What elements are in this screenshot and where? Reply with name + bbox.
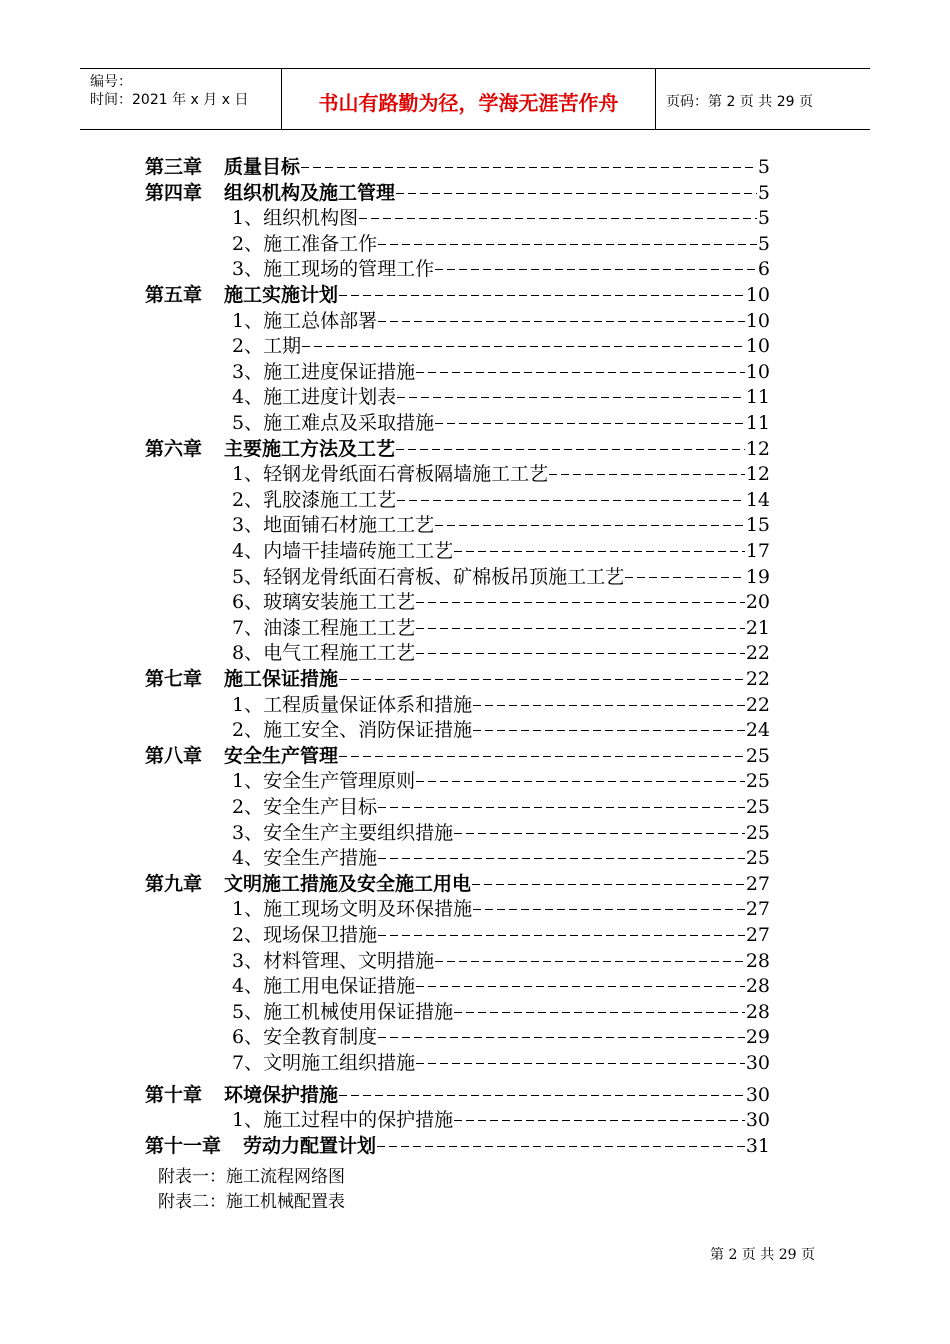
toc-page-number: 6	[757, 258, 770, 281]
toc-page-number: 30	[745, 1052, 770, 1074]
toc-section-entry	[232, 564, 770, 590]
page-header	[80, 68, 870, 130]
toc-entry-title: 6、玻璃安装施工工艺	[232, 591, 416, 614]
toc-section-entry	[232, 538, 770, 564]
toc-page-number: 20	[745, 591, 770, 614]
toc-entry-title: 2、施工安全、消防保证措施	[232, 719, 473, 742]
toc-leader-line	[339, 288, 745, 302]
toc-chapter-entry	[145, 180, 770, 206]
toc-chapter-number: 第九章	[145, 872, 203, 895]
toc-section-entry	[232, 461, 770, 487]
toc-leader-line	[396, 186, 757, 200]
toc-leader-line	[339, 672, 745, 686]
toc-section-entry	[232, 410, 770, 436]
toc-leader-line	[359, 211, 757, 225]
toc-chapter-number: 第四章	[145, 181, 203, 204]
toc-entry-title: 5、施工难点及采取措施	[232, 412, 435, 434]
toc-page-number: 22	[745, 642, 770, 665]
toc-chapter-entry	[145, 743, 770, 769]
toc-page-number: 28	[745, 1000, 770, 1023]
toc-section-entry	[232, 640, 770, 666]
toc-entry-title: 3、地面铺石材施工工艺	[232, 514, 435, 537]
toc-chapter-number: 第七章	[145, 668, 203, 690]
toc-section-entry	[232, 589, 770, 615]
toc-section-entry	[232, 973, 770, 999]
toc-chapter-number: 第十一章	[145, 1134, 222, 1157]
toc-entry-title: 8、电气工程施工工艺	[232, 642, 416, 665]
toc-leader-line	[396, 442, 745, 456]
toc-page-number: 24	[745, 719, 770, 742]
toc-leader-line	[378, 928, 745, 942]
toc-page-number: 31	[745, 1134, 770, 1157]
header-page-number: 页码：第 2 页 共 29 页	[666, 94, 813, 110]
toc-page-number: 27	[745, 898, 770, 921]
toc-section-entry	[232, 384, 770, 410]
toc-entry-title: 7、文明施工组织措施	[232, 1052, 416, 1074]
toc-entry-title: 4、内墙干挂墙砖施工工艺	[232, 540, 454, 562]
toc-leader-line	[435, 262, 757, 276]
toc-chapter-number: 第五章	[145, 284, 203, 306]
toc-page-number: 5	[757, 207, 770, 230]
toc-chapter-entry	[145, 154, 770, 180]
toc-leader-line	[339, 749, 745, 763]
header-meta	[80, 69, 282, 129]
toc-chapter-number: 第六章	[145, 437, 203, 460]
toc-section-entry	[232, 1050, 770, 1076]
toc-page-number: 25	[745, 847, 770, 870]
toc-entry-title: 环境保护措施	[224, 1083, 339, 1106]
toc-leader-line	[435, 518, 745, 532]
toc-leader-line	[472, 877, 745, 891]
toc-entry-title: 5、施工机械使用保证措施	[232, 1000, 454, 1023]
toc-page-number: 5	[757, 156, 770, 178]
toc-chapter-number: 第八章	[145, 744, 203, 767]
toc-leader-line	[416, 621, 745, 635]
toc-leader-line	[473, 902, 745, 916]
toc-page-number: 22	[745, 693, 770, 716]
toc-page-number: 12	[745, 437, 770, 460]
toc-section-entry	[232, 205, 770, 231]
toc-entry-title: 1、施工现场文明及环保措施	[232, 898, 473, 921]
toc-leader-line	[416, 365, 745, 379]
toc-page-number: 28	[745, 949, 770, 972]
toc-page-number: 30	[745, 1109, 770, 1132]
toc-entry-title: 1、安全生产管理原则	[232, 770, 416, 793]
toc-entry-title: 2、工期	[232, 335, 302, 358]
toc-page-number: 19	[745, 565, 770, 588]
toc-entry-title: 2、现场保卫措施	[232, 924, 378, 946]
toc-entry-title: 6、安全教育制度	[232, 1026, 378, 1049]
toc-entry-title: 1、工程质量保证体系和措施	[232, 693, 473, 716]
toc-section-entry	[232, 768, 770, 794]
toc-leader-line	[416, 1056, 745, 1070]
toc-section-entry	[232, 820, 770, 846]
toc-entry-title: 劳动力配置计划	[243, 1134, 377, 1157]
header-motto: 书山有路勤为径，学海无涯苦作舟	[282, 69, 656, 129]
toc-section-entry	[232, 256, 770, 282]
toc-chapter-entry	[145, 436, 770, 462]
toc-section-entry	[232, 922, 770, 948]
appendix-item: 附表一：施工流程网络图	[158, 1167, 345, 1187]
toc-section-entry	[232, 359, 770, 385]
toc-page-number: 21	[745, 616, 770, 639]
toc-leader-line	[473, 723, 745, 737]
toc-entry-title: 3、施工进度保证措施	[232, 360, 416, 383]
toc-section-entry	[232, 487, 770, 513]
toc-entry-title: 1、施工过程中的保护措施	[232, 1109, 454, 1132]
toc-leader-line	[378, 237, 757, 251]
toc-page-number: 27	[745, 924, 770, 946]
toc-leader-line	[416, 979, 745, 993]
toc-entry-title: 1、施工总体部署	[232, 309, 378, 332]
toc-page-number: 25	[745, 744, 770, 767]
toc-entry-title: 7、油漆工程施工工艺	[232, 616, 416, 639]
toc-leader-line	[454, 826, 745, 840]
toc-leader-line	[454, 544, 745, 558]
toc-page-number: 11	[745, 386, 770, 409]
toc-leader-line	[435, 954, 745, 968]
toc-leader-line	[397, 493, 745, 507]
toc-leader-line	[454, 1005, 745, 1019]
toc-leader-line	[435, 416, 745, 430]
toc-section-entry	[232, 308, 770, 334]
appendix-item: 附表二：施工机械配置表	[158, 1192, 345, 1212]
toc-page-number: 29	[745, 1026, 770, 1049]
toc-entry-title: 3、施工现场的管理工作	[232, 258, 435, 281]
toc-entry-title: 4、施工进度计划表	[232, 386, 397, 409]
toc-section-entry	[232, 717, 770, 743]
toc-leader-line	[549, 467, 745, 481]
toc-section-entry	[232, 794, 770, 820]
toc-leader-line	[625, 570, 745, 584]
toc-entry-title: 4、施工用电保证措施	[232, 975, 416, 998]
toc-leader-line	[416, 595, 745, 609]
toc-leader-line	[378, 314, 745, 328]
toc-entry-title: 安全生产管理	[224, 744, 339, 767]
toc-entry-title: 1、组织机构图	[232, 207, 359, 230]
toc-page-number: 10	[745, 335, 770, 358]
toc-leader-line	[416, 646, 745, 660]
toc-page-number: 25	[745, 821, 770, 844]
toc-section-entry	[232, 1024, 770, 1050]
toc-section-entry	[232, 692, 770, 718]
toc-page-number: 5	[757, 232, 770, 255]
toc-entry-title: 2、乳胶漆施工工艺	[232, 488, 397, 511]
toc-entry-title: 1、轻钢龙骨纸面石膏板隔墙施工工艺	[232, 463, 549, 486]
toc-section-entry	[232, 333, 770, 359]
toc-page-number: 11	[745, 412, 770, 434]
toc-page-number: 28	[745, 975, 770, 998]
toc-chapter-entry	[145, 871, 770, 897]
toc-page-number: 14	[745, 488, 770, 511]
toc-entry-title: 3、材料管理、文明措施	[232, 949, 435, 972]
toc-entry-title: 主要施工方法及工艺	[224, 437, 396, 460]
toc-page-number: 17	[745, 540, 770, 562]
toc-page-number: 25	[745, 770, 770, 793]
toc-entry-title: 组织机构及施工管理	[224, 181, 396, 204]
toc-section-entry	[232, 999, 770, 1025]
toc-entry-title: 2、安全生产目标	[232, 796, 378, 818]
toc-chapter-entry	[145, 666, 770, 692]
toc-leader-line	[473, 698, 745, 712]
toc-leader-line	[339, 1088, 745, 1102]
toc-section-entry	[232, 1107, 770, 1133]
toc-entry-title: 质量目标	[224, 156, 301, 178]
toc-page-number: 10	[745, 360, 770, 383]
toc-page-number: 22	[745, 668, 770, 690]
toc-section-entry	[232, 512, 770, 538]
toc-leader-line	[378, 851, 745, 865]
toc-page-number: 5	[757, 181, 770, 204]
toc-chapter-number: 第三章	[145, 156, 203, 178]
toc-entry-title: 3、安全生产主要组织措施	[232, 821, 454, 844]
toc-page-number: 30	[745, 1083, 770, 1106]
toc-chapter-entry	[145, 282, 770, 308]
toc-section-entry	[232, 896, 770, 922]
toc-chapter-entry	[145, 1082, 770, 1108]
toc-page-number: 10	[745, 309, 770, 332]
toc-leader-line	[302, 339, 745, 353]
toc-page-number: 25	[745, 796, 770, 818]
toc-leader-line	[378, 800, 745, 814]
toc-leader-line	[416, 774, 745, 788]
toc-entry-title: 施工保证措施	[224, 668, 339, 690]
toc-entry-title: 2、施工准备工作	[232, 232, 378, 255]
toc-leader-line	[378, 1030, 745, 1044]
toc-chapter-entry	[145, 1133, 770, 1159]
header-time: 时间：2021 年 x 月 x 日	[90, 92, 249, 108]
toc-leader-line	[377, 1139, 745, 1153]
toc-page-number: 10	[745, 284, 770, 306]
toc-page-number: 12	[745, 463, 770, 486]
toc-section-entry	[232, 845, 770, 871]
toc-section-entry	[232, 231, 770, 257]
toc-section-entry	[232, 948, 770, 974]
header-number: 编号：	[90, 74, 132, 90]
toc-entry-title: 文明施工措施及安全施工用电	[224, 872, 472, 895]
toc-page-number: 15	[745, 514, 770, 537]
page-footer: 第 2 页 共 29 页	[710, 1247, 815, 1263]
toc-section-entry	[232, 615, 770, 641]
toc-entry-title: 5、轻钢龙骨纸面石膏板、矿棉板吊顶施工工艺	[232, 565, 625, 588]
toc-page-number: 27	[745, 872, 770, 895]
toc-leader-line	[397, 390, 745, 404]
toc-leader-line	[454, 1113, 745, 1127]
toc-entry-title: 4、安全生产措施	[232, 847, 378, 870]
toc-chapter-number: 第十章	[145, 1083, 203, 1106]
toc-leader-line	[301, 160, 757, 174]
toc-entry-title: 施工实施计划	[224, 284, 339, 306]
